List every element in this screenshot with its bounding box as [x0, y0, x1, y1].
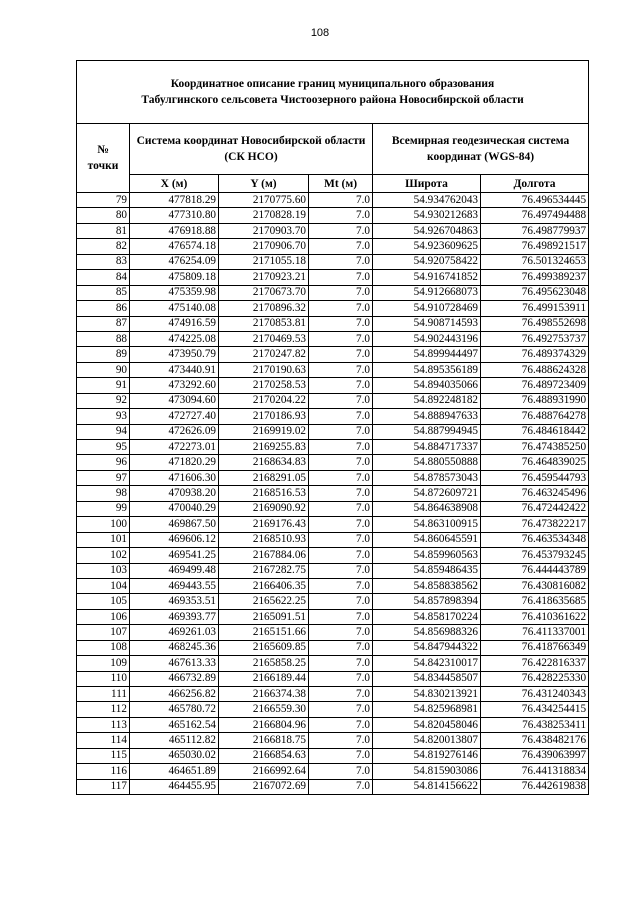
- table-title: [77, 61, 589, 124]
- cell-latitude: 54.820458046: [373, 717, 481, 732]
- cell-latitude: 54.857898394: [373, 594, 481, 609]
- cell-latitude: 54.880550888: [373, 455, 481, 470]
- header-mt: Mt (м): [309, 175, 373, 193]
- cell-y: 2171055.18: [219, 254, 309, 269]
- table-row: [77, 270, 589, 285]
- cell-y: 2165622.25: [219, 594, 309, 609]
- cell-mt: 7.0: [309, 609, 373, 624]
- page-number: 108: [310, 27, 330, 39]
- cell-y: 2166818.75: [219, 733, 309, 748]
- cell-latitude: 54.859960563: [373, 548, 481, 563]
- cell-point: 81: [77, 223, 130, 238]
- cell-longitude: 76.499389237: [481, 270, 589, 285]
- table-row: [77, 486, 589, 501]
- cell-y: 2165858.25: [219, 656, 309, 671]
- cell-longitude: 76.438482176: [481, 733, 589, 748]
- cell-mt: 7.0: [309, 594, 373, 609]
- cell-longitude: 76.495623048: [481, 285, 589, 300]
- cell-latitude: 54.884717337: [373, 440, 481, 455]
- cell-point: 92: [77, 393, 130, 408]
- cell-latitude: 54.847944322: [373, 640, 481, 655]
- table-row: [77, 193, 589, 208]
- cell-mt: 7.0: [309, 563, 373, 578]
- cell-longitude: 76.438253411: [481, 717, 589, 732]
- table-row: [77, 609, 589, 624]
- table-body: [77, 193, 589, 795]
- header-point-number: № точки: [77, 124, 130, 193]
- cell-y: 2170828.19: [219, 208, 309, 223]
- table-row: [77, 301, 589, 316]
- cell-point: 80: [77, 208, 130, 223]
- table-row: [77, 717, 589, 732]
- cell-longitude: 76.441318834: [481, 764, 589, 779]
- cell-x: 465780.72: [130, 702, 219, 717]
- cell-x: 475140.08: [130, 301, 219, 316]
- cell-longitude: 76.418635685: [481, 594, 589, 609]
- header-y: Y (м): [219, 175, 309, 193]
- cell-x: 477818.29: [130, 193, 219, 208]
- cell-longitude: 76.410361622: [481, 609, 589, 624]
- cell-longitude: 76.442619838: [481, 779, 589, 794]
- cell-mt: 7.0: [309, 393, 373, 408]
- cell-point: 112: [77, 702, 130, 717]
- table-row: [77, 378, 589, 393]
- cell-point: 95: [77, 440, 130, 455]
- cell-y: 2169176.43: [219, 517, 309, 532]
- table-row: [77, 702, 589, 717]
- cell-latitude: 54.863100915: [373, 517, 481, 532]
- cell-mt: 7.0: [309, 625, 373, 640]
- cell-point: 105: [77, 594, 130, 609]
- cell-x: 473094.60: [130, 393, 219, 408]
- cell-latitude: 54.923609625: [373, 239, 481, 254]
- cell-latitude: 54.902443196: [373, 331, 481, 346]
- cell-x: 473292.60: [130, 378, 219, 393]
- table-row: [77, 779, 589, 794]
- cell-longitude: 76.484618442: [481, 424, 589, 439]
- cell-latitude: 54.934762043: [373, 193, 481, 208]
- cell-latitude: 54.908714593: [373, 316, 481, 331]
- cell-x: 464455.95: [130, 779, 219, 794]
- cell-latitude: 54.819276146: [373, 748, 481, 763]
- cell-mt: 7.0: [309, 331, 373, 346]
- cell-x: 469606.12: [130, 532, 219, 547]
- table-row: [77, 563, 589, 578]
- cell-point: 82: [77, 239, 130, 254]
- cell-mt: 7.0: [309, 748, 373, 763]
- cell-latitude: 54.887994945: [373, 424, 481, 439]
- table-row: [77, 594, 589, 609]
- header-longitude: Долгота: [481, 175, 589, 193]
- cell-mt: 7.0: [309, 548, 373, 563]
- cell-latitude: 54.834458507: [373, 671, 481, 686]
- cell-x: 470938.20: [130, 486, 219, 501]
- cell-point: 106: [77, 609, 130, 624]
- cell-x: 466732.89: [130, 671, 219, 686]
- table-row: [77, 424, 589, 439]
- cell-mt: 7.0: [309, 254, 373, 269]
- cell-longitude: 76.463534348: [481, 532, 589, 547]
- cell-latitude: 54.912668073: [373, 285, 481, 300]
- cell-x: 469261.03: [130, 625, 219, 640]
- cell-point: 84: [77, 270, 130, 285]
- cell-longitude: 76.489374329: [481, 347, 589, 362]
- cell-longitude: 76.488764278: [481, 409, 589, 424]
- cell-mt: 7.0: [309, 532, 373, 547]
- cell-mt: 7.0: [309, 486, 373, 501]
- table-row: [77, 656, 589, 671]
- cell-mt: 7.0: [309, 316, 373, 331]
- table-row: [77, 764, 589, 779]
- cell-point: 79: [77, 193, 130, 208]
- cell-point: 115: [77, 748, 130, 763]
- header-x: X (м): [130, 175, 219, 193]
- cell-mt: 7.0: [309, 671, 373, 686]
- table-row: [77, 578, 589, 593]
- cell-point: 94: [77, 424, 130, 439]
- cell-longitude: 76.489723409: [481, 378, 589, 393]
- table-row: [77, 316, 589, 331]
- cell-mt: 7.0: [309, 656, 373, 671]
- cell-latitude: 54.895356189: [373, 362, 481, 377]
- cell-x: 475359.98: [130, 285, 219, 300]
- cell-mt: 7.0: [309, 378, 373, 393]
- cell-x: 473950.79: [130, 347, 219, 362]
- cell-point: 89: [77, 347, 130, 362]
- cell-point: 111: [77, 687, 130, 702]
- cell-latitude: 54.920758422: [373, 254, 481, 269]
- cell-y: 2165151.66: [219, 625, 309, 640]
- cell-point: 110: [77, 671, 130, 686]
- cell-point: 102: [77, 548, 130, 563]
- cell-y: 2167072.69: [219, 779, 309, 794]
- cell-point: 104: [77, 578, 130, 593]
- cell-latitude: 54.910728469: [373, 301, 481, 316]
- cell-y: 2170906.70: [219, 239, 309, 254]
- cell-longitude: 76.488931990: [481, 393, 589, 408]
- cell-mt: 7.0: [309, 347, 373, 362]
- table-row: [77, 362, 589, 377]
- cell-latitude: 54.892248182: [373, 393, 481, 408]
- cell-mt: 7.0: [309, 717, 373, 732]
- cell-point: 86: [77, 301, 130, 316]
- cell-x: 469443.55: [130, 578, 219, 593]
- cell-latitude: 54.860645591: [373, 532, 481, 547]
- cell-y: 2170903.70: [219, 223, 309, 238]
- cell-mt: 7.0: [309, 702, 373, 717]
- cell-latitude: 54.899944497: [373, 347, 481, 362]
- cell-y: 2170469.53: [219, 331, 309, 346]
- table-row: [77, 393, 589, 408]
- cell-mt: 7.0: [309, 362, 373, 377]
- cell-point: 99: [77, 501, 130, 516]
- cell-y: 2170247.82: [219, 347, 309, 362]
- cell-point: 97: [77, 470, 130, 485]
- cell-y: 2168516.53: [219, 486, 309, 501]
- cell-latitude: 54.894035066: [373, 378, 481, 393]
- cell-point: 107: [77, 625, 130, 640]
- cell-latitude: 54.856988326: [373, 625, 481, 640]
- cell-mt: 7.0: [309, 779, 373, 794]
- title-line-1: Координатное описание границ муниципального образования: [170, 78, 495, 90]
- cell-longitude: 76.498921517: [481, 239, 589, 254]
- cell-y: 2168510.93: [219, 532, 309, 547]
- cell-y: 2169255.83: [219, 440, 309, 455]
- table-row: [77, 223, 589, 238]
- table-row: [77, 455, 589, 470]
- cell-point: 93: [77, 409, 130, 424]
- cell-longitude: 76.498779937: [481, 223, 589, 238]
- cell-x: 474225.08: [130, 331, 219, 346]
- cell-mt: 7.0: [309, 687, 373, 702]
- cell-longitude: 76.431240343: [481, 687, 589, 702]
- table-row: [77, 625, 589, 640]
- cell-mt: 7.0: [309, 517, 373, 532]
- cell-x: 476574.18: [130, 239, 219, 254]
- cell-latitude: 54.825968981: [373, 702, 481, 717]
- cell-y: 2170896.32: [219, 301, 309, 316]
- table-row: [77, 748, 589, 763]
- cell-y: 2170923.21: [219, 270, 309, 285]
- cell-x: 469393.77: [130, 609, 219, 624]
- cell-point: 113: [77, 717, 130, 732]
- cell-y: 2166189.44: [219, 671, 309, 686]
- cell-latitude: 54.814156622: [373, 779, 481, 794]
- cell-latitude: 54.930212683: [373, 208, 481, 223]
- cell-latitude: 54.830213921: [373, 687, 481, 702]
- cell-y: 2169919.02: [219, 424, 309, 439]
- cell-x: 469353.51: [130, 594, 219, 609]
- header-system-wgs: Всемирная геодезическая система координат (WGS-84): [373, 124, 589, 175]
- cell-latitude: 54.820013807: [373, 733, 481, 748]
- cell-x: 464651.89: [130, 764, 219, 779]
- cell-x: 476254.09: [130, 254, 219, 269]
- title-line-2: Табулгинского сельсовета Чистоозерного района Новосибирской области: [141, 94, 524, 106]
- cell-point: 98: [77, 486, 130, 501]
- cell-y: 2168634.83: [219, 455, 309, 470]
- cell-x: 465112.82: [130, 733, 219, 748]
- cell-mt: 7.0: [309, 640, 373, 655]
- cell-x: 469541.25: [130, 548, 219, 563]
- cell-latitude: 54.888947633: [373, 409, 481, 424]
- cell-mt: 7.0: [309, 501, 373, 516]
- cell-mt: 7.0: [309, 223, 373, 238]
- cell-point: 114: [77, 733, 130, 748]
- cell-latitude: 54.859486435: [373, 563, 481, 578]
- cell-mt: 7.0: [309, 424, 373, 439]
- header-system-local: Система координат Новосибирской области (СК НСО): [130, 124, 373, 175]
- table-row: [77, 285, 589, 300]
- cell-x: 477310.80: [130, 208, 219, 223]
- table-row: [77, 501, 589, 516]
- cell-y: 2169090.92: [219, 501, 309, 516]
- cell-x: 472727.40: [130, 409, 219, 424]
- cell-x: 467613.33: [130, 656, 219, 671]
- cell-mt: 7.0: [309, 455, 373, 470]
- cell-y: 2167282.75: [219, 563, 309, 578]
- cell-latitude: 54.842310017: [373, 656, 481, 671]
- cell-longitude: 76.473822217: [481, 517, 589, 532]
- table-row: [77, 532, 589, 547]
- cell-x: 471606.30: [130, 470, 219, 485]
- cell-y: 2170186.93: [219, 409, 309, 424]
- cell-y: 2170204.22: [219, 393, 309, 408]
- table-row: [77, 254, 589, 269]
- cell-y: 2166374.38: [219, 687, 309, 702]
- coordinate-table-wrapper: [76, 60, 588, 795]
- cell-x: 472273.01: [130, 440, 219, 455]
- table-row: [77, 470, 589, 485]
- cell-point: 90: [77, 362, 130, 377]
- cell-latitude: 54.864638908: [373, 501, 481, 516]
- cell-mt: 7.0: [309, 301, 373, 316]
- cell-mt: 7.0: [309, 409, 373, 424]
- cell-longitude: 76.428225330: [481, 671, 589, 686]
- cell-x: 468245.36: [130, 640, 219, 655]
- cell-x: 474916.59: [130, 316, 219, 331]
- cell-mt: 7.0: [309, 193, 373, 208]
- cell-point: 101: [77, 532, 130, 547]
- table-row: [77, 409, 589, 424]
- cell-latitude: 54.858170224: [373, 609, 481, 624]
- table-row: [77, 239, 589, 254]
- cell-longitude: 76.464839025: [481, 455, 589, 470]
- cell-point: 116: [77, 764, 130, 779]
- table-row: [77, 687, 589, 702]
- cell-longitude: 76.498552698: [481, 316, 589, 331]
- cell-point: 109: [77, 656, 130, 671]
- cell-longitude: 76.488624328: [481, 362, 589, 377]
- table-row: [77, 208, 589, 223]
- cell-mt: 7.0: [309, 239, 373, 254]
- cell-y: 2167884.06: [219, 548, 309, 563]
- cell-x: 466256.82: [130, 687, 219, 702]
- cell-latitude: 54.858838562: [373, 578, 481, 593]
- cell-x: 476918.88: [130, 223, 219, 238]
- cell-point: 85: [77, 285, 130, 300]
- cell-longitude: 76.497494488: [481, 208, 589, 223]
- cell-y: 2168291.05: [219, 470, 309, 485]
- cell-longitude: 76.444443789: [481, 563, 589, 578]
- cell-y: 2170190.63: [219, 362, 309, 377]
- cell-longitude: 76.501324653: [481, 254, 589, 269]
- cell-latitude: 54.916741852: [373, 270, 481, 285]
- cell-mt: 7.0: [309, 270, 373, 285]
- cell-longitude: 76.411337001: [481, 625, 589, 640]
- cell-longitude: 76.430816082: [481, 578, 589, 593]
- cell-y: 2166854.63: [219, 748, 309, 763]
- cell-point: 88: [77, 331, 130, 346]
- table-row: [77, 347, 589, 362]
- cell-longitude: 76.492753737: [481, 331, 589, 346]
- cell-longitude: 76.422816337: [481, 656, 589, 671]
- cell-x: 475809.18: [130, 270, 219, 285]
- cell-longitude: 76.434254415: [481, 702, 589, 717]
- cell-longitude: 76.439063997: [481, 748, 589, 763]
- cell-point: 117: [77, 779, 130, 794]
- cell-longitude: 76.418766349: [481, 640, 589, 655]
- cell-mt: 7.0: [309, 470, 373, 485]
- cell-x: 465162.54: [130, 717, 219, 732]
- cell-y: 2165091.51: [219, 609, 309, 624]
- cell-y: 2165609.85: [219, 640, 309, 655]
- cell-y: 2166559.30: [219, 702, 309, 717]
- table-row: [77, 733, 589, 748]
- cell-point: 87: [77, 316, 130, 331]
- cell-latitude: 54.926704863: [373, 223, 481, 238]
- cell-point: 108: [77, 640, 130, 655]
- cell-x: 469499.48: [130, 563, 219, 578]
- cell-longitude: 76.472442422: [481, 501, 589, 516]
- cell-longitude: 76.496534445: [481, 193, 589, 208]
- cell-longitude: 76.499153911: [481, 301, 589, 316]
- cell-point: 103: [77, 563, 130, 578]
- cell-point: 83: [77, 254, 130, 269]
- cell-x: 473440.91: [130, 362, 219, 377]
- cell-mt: 7.0: [309, 764, 373, 779]
- table-row: [77, 640, 589, 655]
- cell-y: 2170853.81: [219, 316, 309, 331]
- cell-y: 2170258.53: [219, 378, 309, 393]
- table-row: [77, 517, 589, 532]
- cell-longitude: 76.459544793: [481, 470, 589, 485]
- cell-longitude: 76.463245496: [481, 486, 589, 501]
- cell-point: 100: [77, 517, 130, 532]
- cell-mt: 7.0: [309, 208, 373, 223]
- cell-x: 465030.02: [130, 748, 219, 763]
- table-row: [77, 671, 589, 686]
- cell-mt: 7.0: [309, 285, 373, 300]
- cell-longitude: 76.453793245: [481, 548, 589, 563]
- coordinate-table: [76, 60, 589, 795]
- cell-mt: 7.0: [309, 578, 373, 593]
- table-row: [77, 440, 589, 455]
- cell-latitude: 54.872609721: [373, 486, 481, 501]
- cell-y: 2170775.60: [219, 193, 309, 208]
- table-row: [77, 331, 589, 346]
- cell-point: 96: [77, 455, 130, 470]
- cell-x: 470040.29: [130, 501, 219, 516]
- cell-latitude: 54.815903086: [373, 764, 481, 779]
- cell-y: 2166804.96: [219, 717, 309, 732]
- cell-y: 2166992.64: [219, 764, 309, 779]
- cell-point: 91: [77, 378, 130, 393]
- cell-mt: 7.0: [309, 733, 373, 748]
- table-row: [77, 548, 589, 563]
- cell-y: 2170673.70: [219, 285, 309, 300]
- cell-x: 471820.29: [130, 455, 219, 470]
- cell-x: 472626.09: [130, 424, 219, 439]
- cell-x: 469867.50: [130, 517, 219, 532]
- header-latitude: Широта: [373, 175, 481, 193]
- cell-longitude: 76.474385250: [481, 440, 589, 455]
- cell-mt: 7.0: [309, 440, 373, 455]
- cell-y: 2166406.35: [219, 578, 309, 593]
- cell-latitude: 54.878573043: [373, 470, 481, 485]
